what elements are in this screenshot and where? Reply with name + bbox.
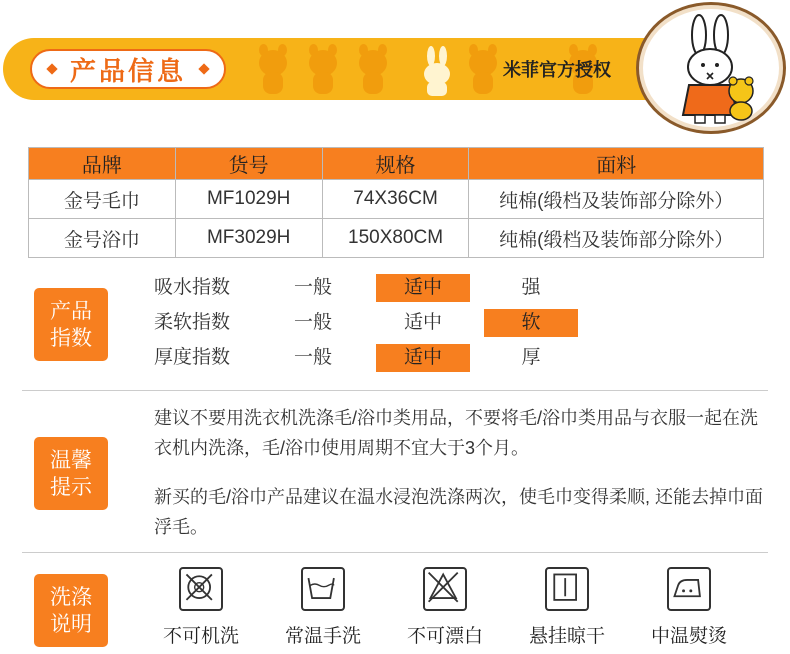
- index-level: 适中: [376, 344, 470, 372]
- label-line: 说明: [50, 612, 92, 636]
- table-cell: 纯棉(缎档及装饰部分除外）: [469, 180, 764, 219]
- label-line: 温馨: [50, 448, 92, 472]
- bear-pattern-icon: [253, 42, 293, 96]
- tip-paragraph-2: 新买的毛/浴巾产品建议在温水浸泡洗涤两次，使毛巾变得柔顺, 还能去掉巾面浮毛。: [154, 487, 763, 537]
- index-name: 柔软指数: [154, 312, 231, 333]
- bear-pattern-icon: [353, 42, 393, 96]
- section-divider: [22, 552, 768, 553]
- section-divider: [22, 390, 768, 391]
- care-item-label: 常温手洗: [284, 626, 361, 647]
- table-row: [29, 219, 764, 258]
- index-row-soft: [0, 309, 790, 339]
- care-item: [146, 567, 256, 648]
- care-item: [512, 567, 622, 648]
- care-item-label: 悬挂晾干: [528, 626, 605, 647]
- care-item-label: 不可漂白: [406, 626, 483, 647]
- index-name: 吸水指数: [154, 277, 231, 298]
- table-cell: MF3029H: [175, 219, 322, 258]
- index-name: 厚度指数: [154, 347, 231, 368]
- table-header: 规格: [322, 148, 469, 180]
- no-machine-wash-icon: [179, 567, 223, 611]
- table-header: 货号: [175, 148, 322, 180]
- tip-paragraph-1: 建议不要用洗衣机洗涤毛/浴巾类用品，不要将毛/浴巾类用品与衣服一起在洗衣机内洗涤，毛/浴巾使用周期不宜大于3个月。: [154, 408, 758, 458]
- diamond-icon: [46, 63, 57, 74]
- miffy-logo: [636, 2, 786, 134]
- hang-dry-icon: [545, 567, 589, 611]
- diamond-icon: [198, 63, 209, 74]
- index-row-thick: [0, 344, 790, 374]
- index-level: 一般: [293, 277, 332, 298]
- tips-label: [34, 437, 108, 510]
- table-cell: 金号浴巾: [29, 219, 176, 258]
- page-title-text: 产品信息: [69, 55, 186, 86]
- index-row-absorb: [0, 274, 790, 304]
- index-level: 厚: [521, 347, 541, 368]
- authorization-text: 米菲官方授权: [503, 60, 611, 80]
- bunny-mini-icon: [415, 46, 459, 98]
- index-level: 软: [484, 309, 578, 337]
- label-line: 提示: [50, 475, 92, 499]
- index-level: 强: [521, 277, 541, 298]
- index-level: 适中: [376, 274, 470, 302]
- table-cell: MF1029H: [175, 180, 322, 219]
- care-label: [34, 574, 108, 647]
- care-item: [390, 567, 500, 648]
- table-row: [29, 180, 764, 219]
- spec-table: [28, 147, 764, 258]
- table-cell: 150X80CM: [322, 219, 469, 258]
- care-item: [268, 567, 378, 648]
- care-item-label: 不可机洗: [162, 626, 239, 647]
- table-header: 面料: [469, 148, 764, 180]
- label-line: 产品: [50, 299, 92, 323]
- care-item-label: 中温熨烫: [650, 626, 727, 647]
- label-line: 指数: [50, 326, 92, 350]
- table-cell: 金号毛巾: [29, 180, 176, 219]
- index-level: 一般: [293, 347, 332, 368]
- page-title: [30, 49, 226, 89]
- index-level: 一般: [293, 312, 332, 333]
- table-header: 品牌: [29, 148, 176, 180]
- no-bleach-icon: [423, 567, 467, 611]
- bear-pattern-icon: [463, 42, 503, 96]
- table-cell: 74X36CM: [322, 180, 469, 219]
- table-header-row: [29, 148, 764, 180]
- header-banner: [3, 38, 723, 100]
- medium-iron-icon: [667, 567, 711, 611]
- index-level: 适中: [403, 312, 442, 333]
- table-cell: 纯棉(缎档及装饰部分除外）: [469, 219, 764, 258]
- label-line: 洗涤: [50, 585, 92, 609]
- miffy-illustration-icon: [639, 5, 786, 134]
- hand-wash-icon: [301, 567, 345, 611]
- care-item: [634, 567, 744, 648]
- bear-pattern-icon: [303, 42, 343, 96]
